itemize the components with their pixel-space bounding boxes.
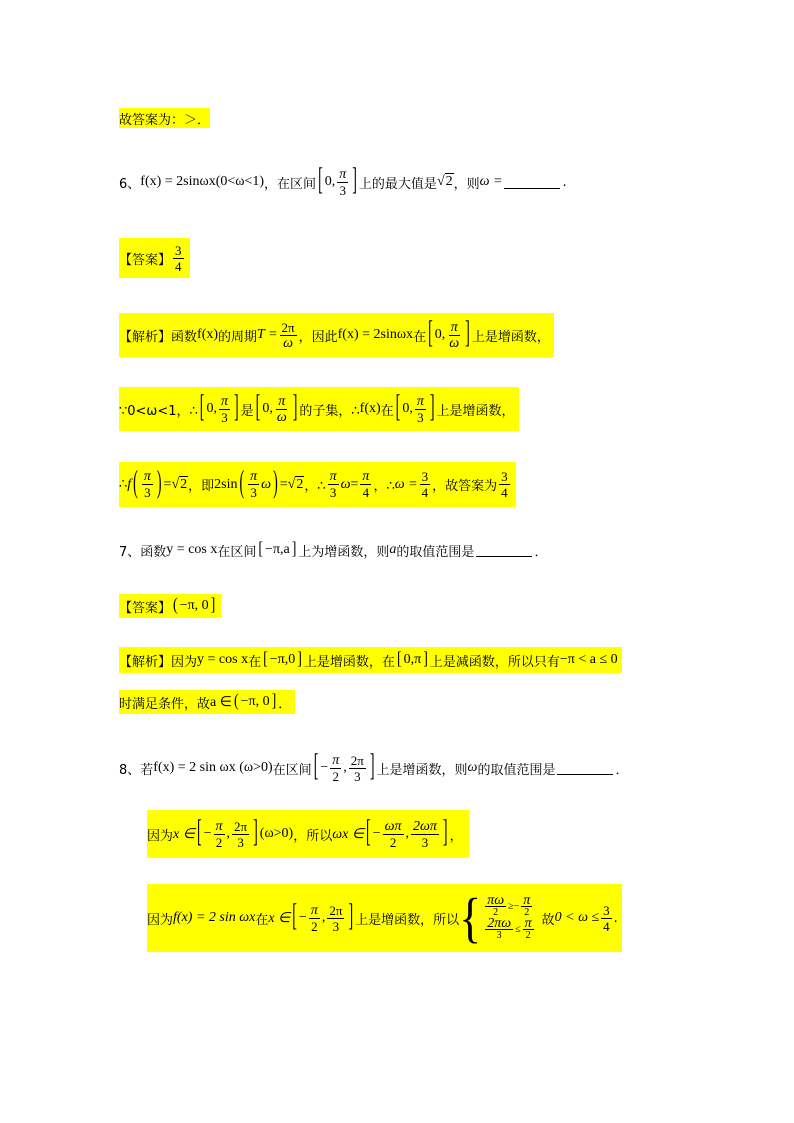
fraction: $\frac{\pi}{3}$ xyxy=(329,469,337,500)
period: . xyxy=(613,910,618,926)
text: 上是增函数， xyxy=(471,329,550,345)
interval: −π,a xyxy=(265,542,290,557)
fraction: $\frac{\omega\pi}{2}$ xyxy=(384,818,402,850)
previous-answer-line xyxy=(119,108,210,128)
text: 函数 xyxy=(140,544,167,560)
equals: = xyxy=(350,476,359,492)
text: 故 xyxy=(541,912,555,928)
left-bracket: [ xyxy=(255,390,261,426)
comma: ， xyxy=(449,828,463,844)
fraction: $\frac{2\pi}{3}$ xyxy=(350,752,364,784)
text: ∴ xyxy=(119,477,128,492)
solution-7-line-2 xyxy=(119,690,295,714)
answer-fraction: $\frac{3}{4}$ xyxy=(603,902,610,934)
text: 函数 xyxy=(171,329,198,345)
text: 在区间 xyxy=(272,762,312,778)
question-6 xyxy=(119,162,567,202)
left-brace: { xyxy=(459,886,482,948)
right-bracket: ] xyxy=(210,595,216,616)
fraction: $\frac{\pi}{\omega}$ xyxy=(449,319,460,351)
right-bracket: ] xyxy=(291,539,297,560)
text: ，则 xyxy=(453,176,480,192)
fraction: $\frac{\pi}{3}$ xyxy=(339,166,347,198)
period: ． xyxy=(615,762,629,778)
fraction: $\frac{2\pi}{3}$ xyxy=(329,902,343,934)
sin: 2sin xyxy=(214,476,238,492)
fraction: $\frac{\pi}{2}$ xyxy=(215,818,223,850)
sqrt: √2 xyxy=(171,476,188,492)
answer-blank xyxy=(557,762,613,775)
function-expression: f(x) = 2sinωx(0<ω<1) xyxy=(140,174,265,189)
text: 是 xyxy=(240,403,254,419)
solution-6-line-2 xyxy=(119,387,519,431)
interval-left: 0, xyxy=(262,401,273,416)
question-8: 8、 若 f(x) = 2 sin ωx (ω>0) 在区间 [ − $\frac{\pi}{2}$ , $\frac{2\pi}{3}$ ] 上是增函数，则 ω 的取值范围是 ． xyxy=(119,746,628,790)
text: 上是增函数，所以 xyxy=(355,912,460,928)
text: 的子集，∴ xyxy=(299,403,360,419)
right-bracket: ] xyxy=(369,749,375,785)
left-bracket: [ xyxy=(318,163,323,199)
system-row-2: $\frac{2\pi\omega}{3}$ ≤ $\frac{\pi}{2}$ xyxy=(487,916,532,941)
right-bracket: ] xyxy=(297,649,302,670)
answer-6 xyxy=(119,238,190,278)
question-7 xyxy=(119,539,547,561)
text: 在区间 xyxy=(217,544,257,560)
interval-left: 0, xyxy=(434,327,446,342)
fraction: $\frac{\pi}{2}$ xyxy=(310,902,318,934)
text: 上是增函数， xyxy=(436,403,515,419)
condition: (ω>0) xyxy=(259,826,294,841)
solution-8-line-1: 因为 x ∈ [ − $\frac{\pi}{2}$ , $\frac{2\pi}{3}$ ] (ω>0) ，所以 ωx ∈ [ − $\frac{\omega\pi}{2}$ , $\frac{2\omega\pi}{3}$ ] ， xyxy=(147,810,469,858)
left-bracket: [ xyxy=(196,815,202,851)
interval-left: 0, xyxy=(206,401,217,416)
text: 的周期 xyxy=(218,329,258,345)
fraction: $\frac{\pi}{\omega}$ xyxy=(276,393,287,425)
solution-6-line-3 xyxy=(119,462,516,507)
text: 若 xyxy=(140,762,154,778)
text: ，所以 xyxy=(293,828,333,844)
text: ∵0<ω<1，∴ xyxy=(119,403,198,419)
minus: − xyxy=(320,760,329,775)
left-paren: ( xyxy=(233,691,239,712)
fraction: $\frac{3}{4}$ xyxy=(421,469,429,500)
a: a xyxy=(389,542,397,557)
text: 上是增函数，则 xyxy=(376,762,468,778)
question-number: 8、 xyxy=(119,762,141,778)
period: ． xyxy=(278,696,292,712)
fraction: $\frac{\pi}{4}$ xyxy=(362,469,370,500)
left-paren: ( xyxy=(133,466,138,501)
text: ，在区间 xyxy=(264,176,317,192)
text: 因为 xyxy=(147,912,174,928)
left-bracket: [ xyxy=(395,390,401,426)
solution-6-line-1 xyxy=(119,313,554,357)
omega: ω xyxy=(467,760,478,775)
fraction: $\frac{\pi}{3}$ xyxy=(143,469,151,500)
minus: − xyxy=(203,826,212,841)
text: ，即 xyxy=(188,479,215,494)
text: 因为 xyxy=(171,654,198,670)
answer-blank xyxy=(476,544,532,557)
text: ，∴ xyxy=(373,479,395,494)
inequality: −π < a ≤ 0 xyxy=(559,652,618,667)
inequality: 0 < ω ≤ xyxy=(554,910,600,925)
text: 时满足条件，故 xyxy=(119,696,211,712)
equals: = xyxy=(279,476,288,492)
minus: − xyxy=(372,826,381,841)
fraction: $\frac{\pi}{3}$ xyxy=(220,393,228,425)
fraction: $\frac{2\pi}{3}$ xyxy=(234,818,248,850)
right-paren: ) xyxy=(156,466,162,501)
right-bracket: ] xyxy=(233,390,239,426)
text: ，∴ xyxy=(304,479,326,494)
period: ． xyxy=(534,544,548,560)
text: 在 xyxy=(255,912,269,928)
left-bracket: [ xyxy=(313,749,319,785)
question-number: 6、 xyxy=(119,176,141,192)
left-bracket: [ xyxy=(396,649,402,670)
right-bracket: ] xyxy=(292,390,298,426)
answer-label: 【答案】 xyxy=(119,600,172,616)
expr: y = cos x xyxy=(166,542,218,557)
right-bracket: ] xyxy=(348,899,354,935)
left-bracket: [ xyxy=(199,390,205,426)
f: f xyxy=(127,476,132,492)
interval: −π, 0 xyxy=(179,598,209,613)
inequality-system xyxy=(483,895,535,941)
answer-7 xyxy=(119,594,221,618)
omega-eq: ω = xyxy=(479,174,503,189)
fx: f(x) = 2sinωx xyxy=(337,327,414,342)
text: 上为增函数，则 xyxy=(298,544,390,560)
interval-left: 0, xyxy=(402,401,413,416)
text: 的取值范围是 xyxy=(396,544,475,560)
fraction: $\frac{\pi}{3}$ xyxy=(416,393,424,425)
omega-eq: ω = xyxy=(394,476,418,492)
right-bracket: ] xyxy=(271,691,277,712)
text: ，故答案为 xyxy=(432,479,498,494)
x-in: x ∈ xyxy=(173,826,195,842)
function-expression: f(x) = 2 sin ωx (ω>0) xyxy=(153,760,273,775)
period-T: T = xyxy=(257,327,278,342)
text: 的取值范围是 xyxy=(477,762,556,778)
analysis-label: 【解析】 xyxy=(119,654,172,670)
text: 在 xyxy=(413,329,427,345)
right-bracket: ] xyxy=(429,390,435,426)
left-bracket: [ xyxy=(292,899,297,935)
system-row-1: $\frac{\pi\omega}{2}$ ≥− $\frac{\pi}{2}$ xyxy=(487,893,531,918)
solution-8-line-2: 因为 f(x) = 2 sin ωx 在 x ∈ [ − $\frac{\pi}{2}$ , $\frac{2\pi}{3}$ ] 上是增函数，所以 { $\frac{\pi\omega}{2}$ ≥− $\frac{\pi}{2}$ $\frac{2\pi\omega}{3}$ ≤ $\frac{\pi}{2}$ 故 0 < ω ≤ $\frac{3}{4}$ . xyxy=(147,884,622,952)
left-bracket: [ xyxy=(366,815,371,851)
period: . xyxy=(562,174,567,190)
interval: −π, 0 xyxy=(240,694,270,709)
left-paren: ( xyxy=(173,595,178,616)
fraction: $\frac{2\pi}{\omega}$ xyxy=(281,319,295,351)
text: ，因此 xyxy=(298,329,338,345)
answer-blank xyxy=(504,176,560,189)
fx: f(x) = 2 sin ωx xyxy=(173,910,256,925)
left-bracket: [ xyxy=(258,539,264,560)
analysis-label: 【解析】 xyxy=(119,329,172,345)
interval: 0,π xyxy=(403,652,422,667)
omega: ω xyxy=(261,476,272,492)
omega: ω xyxy=(340,476,351,492)
fx: f(x) xyxy=(197,327,219,342)
solution-7-line-1 xyxy=(119,647,622,673)
fraction: $\frac{2\omega\pi}{3}$ xyxy=(413,818,437,850)
left-bracket: [ xyxy=(428,316,433,352)
interval: −π,0 xyxy=(269,652,296,667)
fraction: $\frac{3}{4}$ xyxy=(501,469,508,500)
fx: f(x) xyxy=(359,401,381,416)
fraction: $\frac{\pi}{2}$ xyxy=(332,752,340,784)
answer-fraction: $\frac{3}{4}$ xyxy=(175,242,182,274)
question-number: 7、 xyxy=(119,544,141,560)
interval-left: 0, xyxy=(324,174,336,189)
answer-label: 【答案】 xyxy=(119,252,172,268)
text: 在 xyxy=(248,654,262,670)
text: 上是增函数，在 xyxy=(303,654,395,670)
left-paren: ( xyxy=(239,466,245,501)
right-bracket: ] xyxy=(352,163,357,199)
left-bracket: [ xyxy=(263,649,268,670)
minus: − xyxy=(298,910,307,925)
wx-in: ωx ∈ xyxy=(332,826,365,842)
sqrt: √2 xyxy=(436,174,453,189)
text: 上是减函数，所以只有 xyxy=(429,654,560,670)
x-in: x ∈ xyxy=(268,910,291,926)
equals: = xyxy=(163,476,172,492)
right-paren: ) xyxy=(273,466,278,501)
fraction: $\frac{\pi}{3}$ xyxy=(250,469,258,500)
right-bracket: ] xyxy=(442,815,448,851)
expr: a ∈ xyxy=(210,694,232,710)
previous-answer-text: 故答案为：＞． xyxy=(119,112,211,128)
sqrt: √2 xyxy=(287,476,304,492)
right-bracket: ] xyxy=(465,316,470,352)
text: 上的最大值是 xyxy=(358,176,437,192)
right-bracket: ] xyxy=(253,815,258,851)
expr: y = cos x xyxy=(197,652,249,667)
right-bracket: ] xyxy=(423,649,428,670)
text: 因为 xyxy=(147,828,174,844)
text: 在 xyxy=(380,403,394,419)
